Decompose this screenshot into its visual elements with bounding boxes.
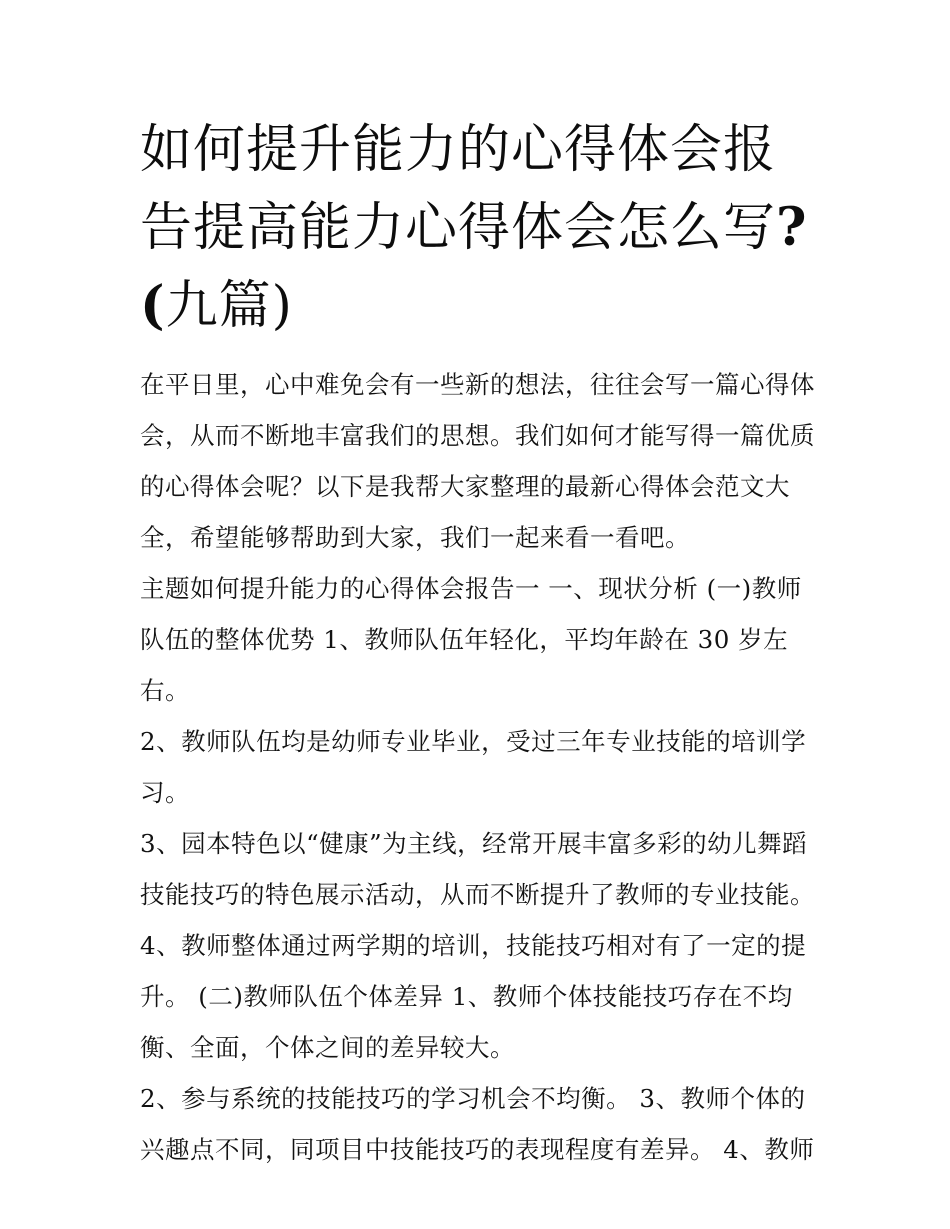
title-question-mark: ?(	[140, 197, 808, 336]
paragraph-item-2: 2、教师队伍均是幼师专业毕业，受过三年专业技能的培训学习。	[140, 727, 807, 807]
document-body	[140, 359, 815, 1175]
document-content	[140, 112, 815, 1175]
paragraph-intro: 在平日里，心中难免会有一些新的想法，往往会写一篇心得体会，从而不断地丰富我们的思想。我们如何才能写得一篇优质的心得体会呢？以下是我帮大家整理的最新心得体会范文大全，希望能够帮助到大家，我们一起来看一看吧。	[140, 370, 815, 552]
title-suffix: 九篇)	[165, 276, 293, 336]
paragraph-differences: 2、参与系统的技能技巧的学习机会不均衡。 3、教师个体的兴趣点不同，同项目中技能技巧的表现程度有差异。 4、教师	[140, 1084, 815, 1164]
document-title	[140, 112, 815, 345]
paragraph-item-3: 3、园本特色以“健康”为主线，经常开展丰富多彩的幼儿舞蹈技能技巧的特色展示活动，从而不断提升了教师的专业技能。	[140, 829, 815, 909]
title-text: 如何提升能力的心得体会报告提高能力心得体会怎么写	[140, 120, 777, 258]
paragraph-analysis: 主题如何提升能力的心得体会报告一 一、现状分析 (一)教师队伍的整体优势 1、教师队伍年轻化，平均年龄在 30 岁左右。	[140, 574, 802, 705]
paragraph-item-4: 4、教师整体通过两学期的培训，技能技巧相对有了一定的提升。 (二)教师队伍个体差异 1、教师个体技能技巧存在不均衡、全面，个体之间的差异较大。	[140, 931, 807, 1062]
